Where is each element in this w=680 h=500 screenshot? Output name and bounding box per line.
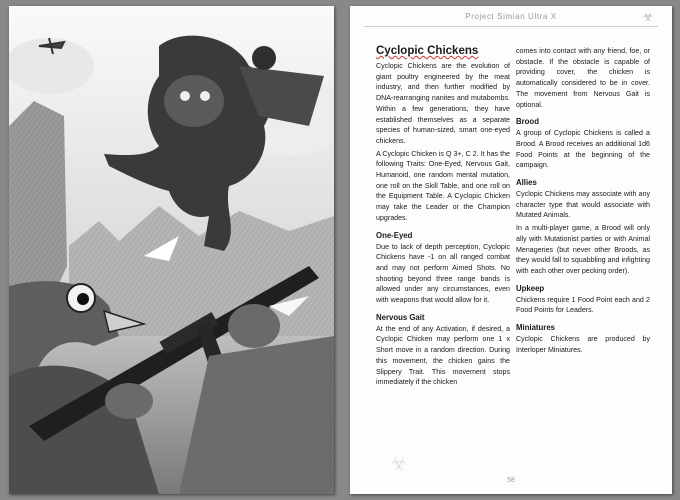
column-right (516, 46, 650, 357)
nervous-gait-paragraph: At the end of any Activation, if desired, a Cyclopic Chicken may perform one 1 x Short move in a random direction. During this movement, the chicken gains the Slippery Trait. This movement stops immediately if the chicken (376, 324, 510, 387)
header-title: Project Simian Ultra X (465, 12, 557, 21)
ape-chicken-illustration (9, 6, 334, 494)
upkeep-paragraph: Chickens require 1 Food Point each and 2 Food Points for Leaders. (516, 295, 650, 315)
brood-heading: Brood (516, 117, 539, 127)
column-left (376, 44, 510, 390)
upkeep-heading: Upkeep (516, 283, 545, 293)
stats-paragraph: A Cyclopic Chicken is Q 3+, C 2. It has the following Traits: One-Eyed, Nervous Gait, Humanoid, one random mental mutation, one roll on the Skill Table, and one roll on the Equipment Table. A Cyclopic Chicken may take the Leader or the Champion upgrades. (376, 149, 510, 222)
allies-paragraph-1: Cyclopic Chickens may associate with any character type that would associate with Mutated Animals. (516, 190, 650, 220)
intro-paragraph: Cyclopic Chickens are the evolution of giant poultry engineered by the meat industry, and then further modified by DNA-rearranging nanites and mutabombs. Within a few generations, they have established themselves as a separate species of human-sized, smart one-eyed chickens. (376, 62, 510, 145)
miniatures-heading: Miniatures (516, 323, 555, 333)
header-rule (364, 26, 658, 27)
right-page (350, 6, 672, 494)
allies-heading: Allies (516, 178, 537, 188)
biohazard-icon: ☣ (642, 9, 654, 24)
one-eyed-paragraph: Due to lack of depth perception, Cyclopic Chickens have -1 on all ranged combat and may not perform Aimed Shots. No shooting beyond three range bands is allowed under any circumstances, even with weapons that would allow for it. (376, 242, 510, 305)
brood-paragraph: A group of Cyclopic Chickens is called a Brood. A Brood receives an additional 1d6 Food Points at the beginning of the campaign. (516, 129, 650, 170)
page-number: 58 (507, 477, 515, 484)
nervous-gait-continued: comes into contact with any friend, foe, or obstacle. If the obstacle is capable of providing cover, the chicken is automatically considered to be in cover. The movement from Nervous Gait is optional. (516, 47, 650, 109)
nervous-gait-heading: Nervous Gait (376, 312, 425, 322)
left-page (9, 6, 334, 494)
miniatures-paragraph: Cyclopic Chickens are produced by Interloper Miniatures. (516, 335, 650, 354)
one-eyed-heading: One-Eyed (376, 230, 413, 240)
allies-paragraph-2: In a multi-player game, a Brood will only ally with Mutationist parties or with Animal Menageries (but never other Broods, as they would fall to squabbling and infighting with each other over pecking order). (516, 224, 650, 275)
page-title: Cyclopic Chickens (376, 45, 479, 57)
footer-biohazard-icon: ☣ (390, 453, 408, 475)
